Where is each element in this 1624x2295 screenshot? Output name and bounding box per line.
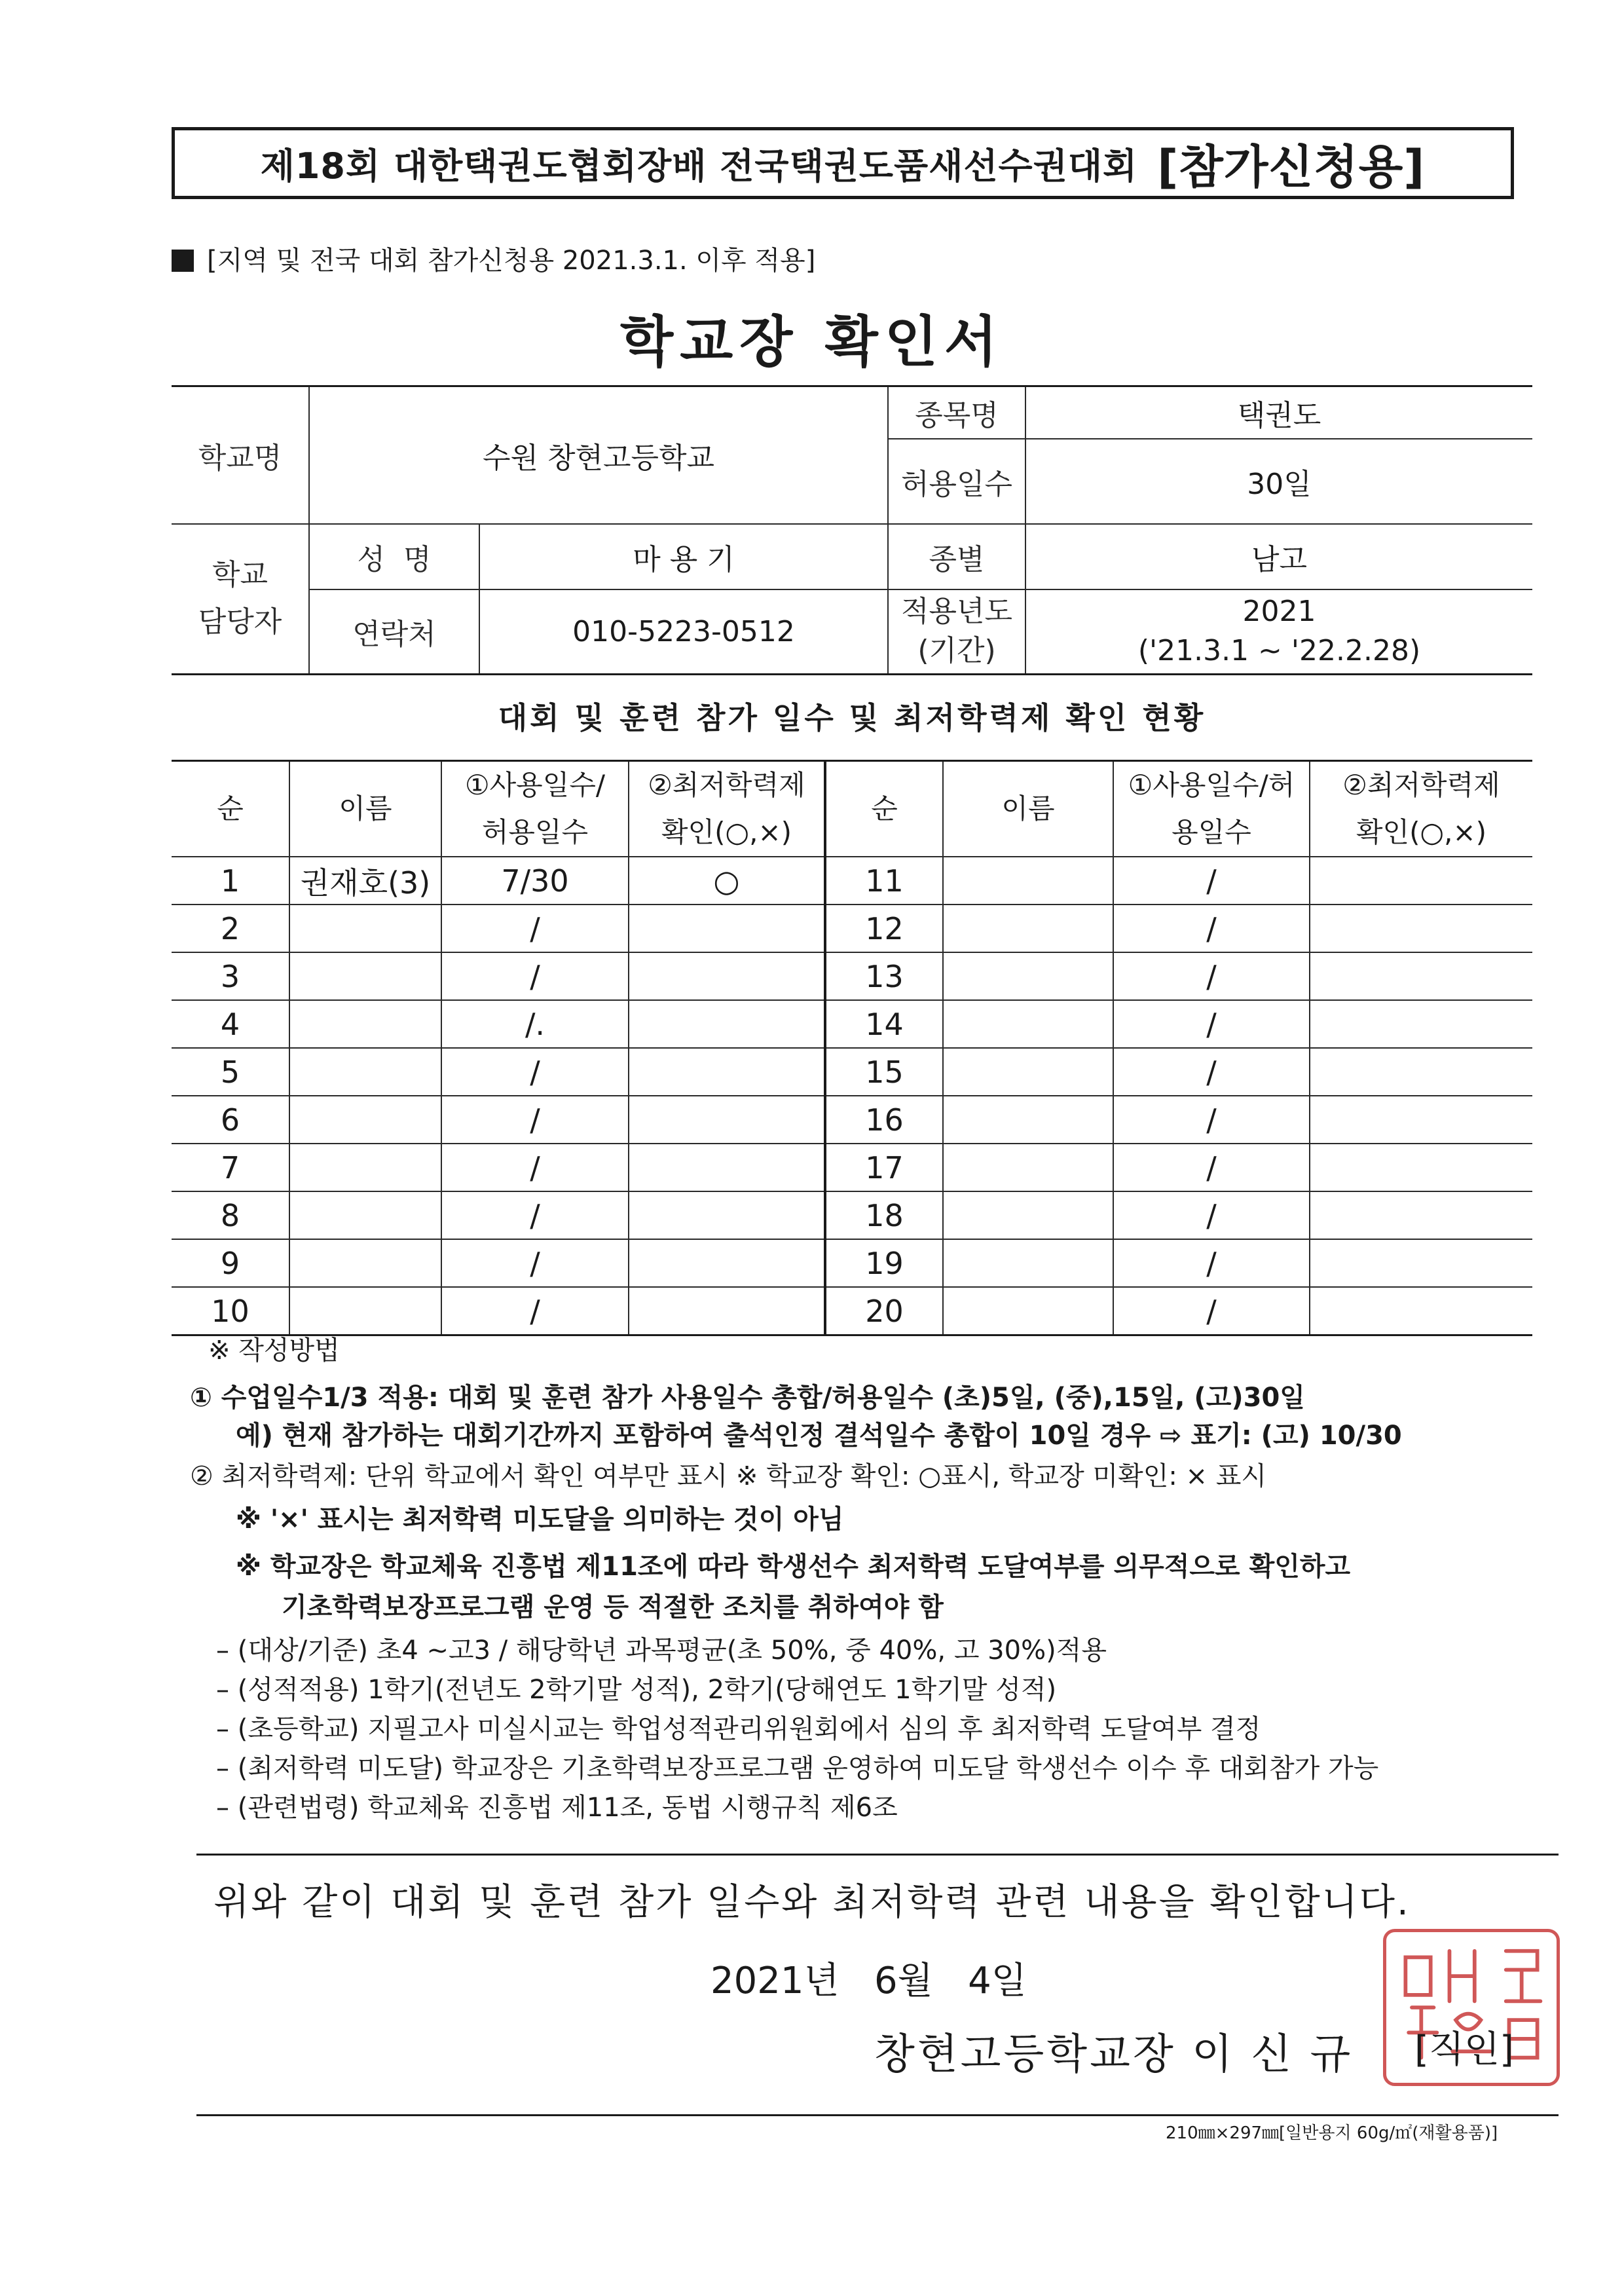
row-no: 3 [172,952,289,1000]
row-check [629,1287,825,1335]
row-name [289,1287,441,1335]
row-check: ○ [629,857,825,905]
seal-label: [직인] [1414,2028,1514,2071]
row-days: / [441,1144,629,1191]
detail-1: – (대상/기준) 초4 ~고3 / 해당학년 과목평균(초 50%, 중 40%, 고 30%)적용 [216,1635,1107,1666]
row-check [629,905,825,952]
manager-name-value: 마 용 기 [479,524,888,589]
row-check [1310,1048,1532,1096]
row-check [629,1239,825,1287]
row-name [289,1096,441,1144]
table-row [172,952,1532,1000]
year-value: 2021 [1242,595,1316,629]
table-row [172,1048,1532,1096]
row-name [289,952,441,1000]
note-1: ① 수업일수1/3 적용: 대회 및 훈련 참가 사용일수 총합/허용일수 (초)5일, (중),15일, (고)30일 [190,1383,1305,1413]
row-days: /. [441,1000,629,1048]
school-name-label: 학교명 [172,386,309,524]
division-value: 남고 [1025,524,1532,589]
row-name [289,1191,441,1239]
row-no: 6 [172,1096,289,1144]
row-check [629,1144,825,1191]
row-no: 10 [172,1287,289,1335]
row-no: 13 [825,952,943,1000]
header-check-right: ②최저학력제 확인(○,×) [1310,761,1532,857]
table-row [172,1096,1532,1144]
year-label: 적용년도 (기간) [888,589,1025,675]
period-value: ('21.3.1 ~ '22.2.28) [1137,634,1421,668]
row-days: / [441,1191,629,1239]
table-row [172,1287,1532,1335]
row-days: / [1113,1191,1310,1239]
manager-label: 학교 담당자 [172,524,309,675]
row-check [1310,1096,1532,1144]
row-no: 9 [172,1239,289,1287]
row-name [289,1000,441,1048]
row-no: 17 [825,1144,943,1191]
application-tag: [참가신청용] [1157,140,1426,194]
detail-3: – (초등학교) 지필고사 미실시교는 학업성적관리위원회에서 심의 후 최저학력 도달여부 결정 [216,1714,1261,1744]
row-no: 2 [172,905,289,952]
row-no: 12 [825,905,943,952]
row-days: / [1113,857,1310,905]
row-no: 20 [825,1287,943,1335]
row-check [1310,1144,1532,1191]
note-1-example: 예) 현재 참가하는 대회기간까지 포함하여 출석인정 결석일수 총합이 10일 경우 ⇨ 표기: (고) 10/30 [236,1421,1402,1451]
header-no-right: 순 [825,761,943,857]
row-name [943,1048,1113,1096]
row-check [629,1191,825,1239]
participation-table [172,760,1532,1336]
table-row [172,1144,1532,1191]
event-value: 택권도 [1025,386,1532,439]
row-check [1310,1191,1532,1239]
row-no: 16 [825,1096,943,1144]
row-name [943,1287,1113,1335]
row-days: 7/30 [441,857,629,905]
row-name: 권재호(3) [289,857,441,905]
participation-rows [172,857,1532,1335]
table-row [172,1191,1532,1239]
row-name [943,1191,1113,1239]
detail-4: – (최저학력 미도달) 학교장은 기초학력보장프로그램 운영하여 미도달 학생선수 이수 후 대회참가 가능 [216,1753,1379,1783]
row-check [629,1048,825,1096]
notice-text: [지역 및 전국 대회 참가신청용 2021.3.1. 이후 적용] [207,246,816,276]
row-name [289,905,441,952]
row-no: 11 [825,857,943,905]
row-days: / [1113,1287,1310,1335]
row-check [629,1000,825,1048]
contact-label: 연락처 [309,589,479,675]
application-notice [172,240,815,277]
row-check [1310,952,1532,1000]
row-days: / [1113,1048,1310,1096]
square-bullet-icon [172,250,194,272]
school-name-value: 수원 창현고등학교 [309,386,888,524]
header-no-left: 순 [172,761,289,857]
row-name [943,1096,1113,1144]
row-check [1310,1287,1532,1335]
row-name [943,1239,1113,1287]
row-check [1310,1000,1532,1048]
contact-value: 010-5223-0512 [479,589,888,675]
row-days: / [441,1048,629,1096]
row-name [943,905,1113,952]
row-check [1310,1239,1532,1287]
row-name [943,857,1113,905]
row-no: 15 [825,1048,943,1096]
document-title: 학교장 확인서 [619,310,1005,374]
row-no: 19 [825,1239,943,1287]
row-days: / [1113,1000,1310,1048]
row-no: 4 [172,1000,289,1048]
row-days: / [441,1239,629,1287]
row-days: / [1113,905,1310,952]
row-name [943,952,1113,1000]
detail-2: – (성적적용) 1학기(전년도 2학기말 성적), 2학기(당해연도 1학기말 성적) [216,1675,1057,1705]
manager-name-label: 성 명 [309,524,479,589]
row-check [1310,857,1532,905]
row-no: 14 [825,1000,943,1048]
row-check [629,1096,825,1144]
competition-title-box [172,127,1514,199]
row-days: / [441,1287,629,1335]
row-name [943,1000,1113,1048]
competition-title: 제18회 대한택권도협회장배 전국택권도품새선수권대회 [260,145,1138,187]
principal-signature-line: 창현고등학교장 이 신 규 [874,2030,1354,2079]
header-check-left: ②최저학력제 확인(○,×) [629,761,825,857]
row-no: 1 [172,857,289,905]
row-days: / [441,1096,629,1144]
row-name [289,1048,441,1096]
note-2: ② 최저학력제: 단위 학교에서 확인 여부만 표시 ※ 학교장 확인: ○표시, 학교장 미확인: × 표시 [190,1461,1267,1491]
header-name-left: 이름 [289,761,441,857]
allowed-days-label: 허용일수 [888,439,1025,524]
note-2-a: ※ '×' 표시는 최저학력 미도달을 의미하는 것이 아님 [236,1504,844,1535]
row-no: 18 [825,1191,943,1239]
row-name [289,1144,441,1191]
year-cell [1025,589,1532,675]
header-name-right: 이름 [943,761,1113,857]
allowed-days-value: 30일 [1025,439,1532,524]
row-days: / [1113,1096,1310,1144]
row-no: 7 [172,1144,289,1191]
row-check [1310,905,1532,952]
table-row [172,1000,1532,1048]
row-days: / [1113,952,1310,1000]
confirmation-sentence: 위와 같이 대회 및 훈련 참가 일수와 최저학력 관련 내용을 확인합니다. [213,1881,1411,1924]
header-days-left: ①사용일수/ 허용일수 [441,761,629,857]
event-label: 종목명 [888,386,1025,439]
row-days: / [1113,1239,1310,1287]
paper-spec: 210㎜×297㎜[일반용지 60g/㎡(재활용품)] [1166,2123,1498,2143]
row-days: / [441,952,629,1000]
participation-section-title: 대회 및 훈련 참가 일수 및 최저학력제 확인 현황 [498,700,1206,736]
row-name [289,1239,441,1287]
notes-heading: ※ 작성방법 [208,1335,340,1366]
table-row [172,1239,1532,1287]
row-name [943,1144,1113,1191]
detail-5: – (관련법령) 학교체육 진흥법 제11조, 동법 시행규칙 제6조 [216,1793,898,1823]
table-row [172,857,1532,905]
division-label: 종별 [888,524,1025,589]
school-info-table [172,385,1532,675]
footer-rule [196,2114,1559,2116]
row-no: 8 [172,1191,289,1239]
row-days: / [441,905,629,952]
notes-divider [196,1854,1559,1856]
row-check [629,952,825,1000]
row-days: / [1113,1144,1310,1191]
header-days-right: ①사용일수/허 용일수 [1113,761,1310,857]
note-2-b: ※ 학교장은 학교체육 진흥법 제11조에 따라 학생선수 최저학력 도달여부를 의무적으로 확인하고 [236,1552,1351,1582]
table-row [172,905,1532,952]
confirmation-date: 2021년 6월 4일 [710,1960,1027,2002]
note-2-b-cont: 기초학력보장프로그램 운영 등 적절한 조치를 취하여야 함 [282,1592,944,1622]
row-no: 5 [172,1048,289,1096]
